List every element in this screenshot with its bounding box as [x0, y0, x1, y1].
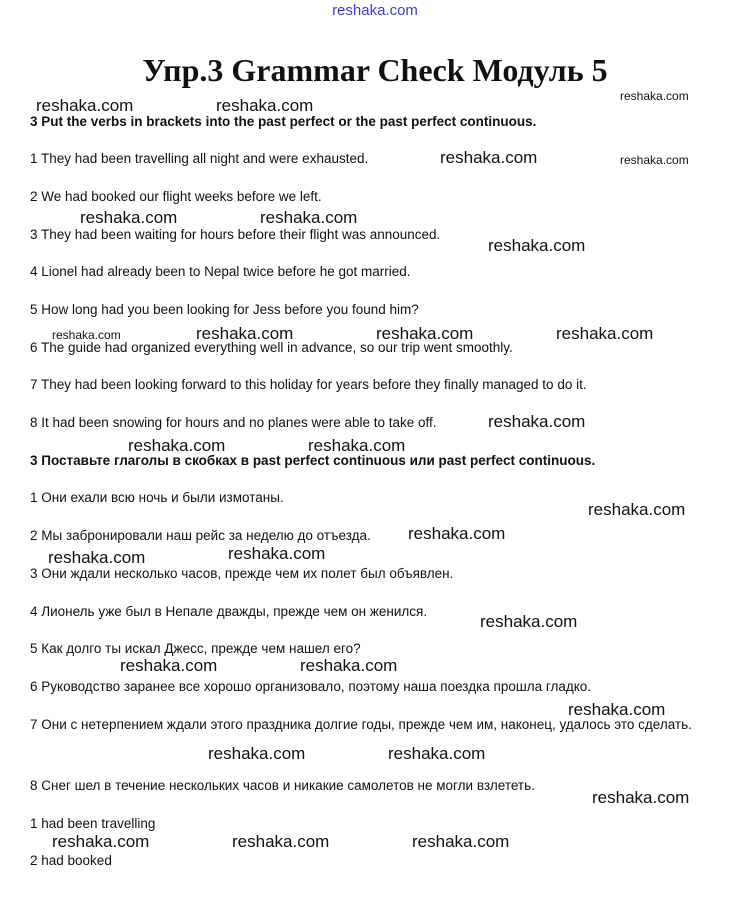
watermark: reshaka.com [376, 324, 474, 343]
page-title: Упр.3 Grammar Check Модуль 5 [142, 52, 608, 88]
watermark: reshaka.com [260, 208, 358, 227]
watermark: reshaka.com [556, 324, 654, 343]
watermark: reshaka.com [440, 148, 538, 167]
watermark: reshaka.com [216, 96, 314, 115]
watermark: reshaka.com [196, 324, 294, 343]
russian-item-8: 8 Снег шел в течение нескольких часов и никакие самолетов не могли взлететь. [30, 778, 535, 793]
watermark: reshaka.com [52, 328, 121, 342]
watermark: reshaka.com [36, 96, 134, 115]
answer-1: 1 had been travelling [30, 816, 156, 831]
watermark: reshaka.com [592, 788, 690, 807]
english-item-3: 3 They had been waiting for hours before their flight was announced. [30, 227, 441, 242]
watermark: reshaka.com [300, 656, 398, 675]
watermark: reshaka.com [128, 436, 226, 455]
watermark: reshaka.com [388, 744, 486, 763]
watermark: reshaka.com [620, 153, 689, 167]
russian-item-4: 4 Лионель уже был в Непале дважды, прежде чем он женился. [30, 604, 428, 619]
english-item-8: 8 It had been snowing for hours and no planes were able to take off. [30, 415, 437, 430]
site-link[interactable]: reshaka.com [332, 2, 418, 19]
watermark: reshaka.com [232, 832, 330, 851]
russian-item-2: 2 Мы забронировали наш рейс за неделю до отъезда. [30, 528, 371, 543]
watermark: reshaka.com [488, 412, 586, 431]
watermark: reshaka.com [52, 832, 150, 851]
watermark: reshaka.com [488, 236, 586, 255]
english-item-7: 7 They had been looking forward to this holiday for years before they finally managed to do it. [30, 377, 587, 392]
russian-item-5: 5 Как долго ты искал Джесс, прежде чем нашел его? [30, 641, 361, 656]
russian-item-7: 7 Они с нетерпением ждали этого праздника долгие годы, прежде чем им, наконец, удалось это сделать. [30, 717, 692, 732]
watermark: reshaka.com [228, 544, 326, 563]
english-item-2: 2 We had booked our flight weeks before we left. [30, 189, 322, 204]
english-item-4: 4 Lionel had already been to Nepal twice before he got married. [30, 264, 411, 279]
watermark: reshaka.com [412, 832, 510, 851]
watermark: reshaka.com [48, 548, 146, 567]
watermark: reshaka.com [308, 436, 406, 455]
answer-2: 2 had booked [30, 853, 112, 868]
watermark: reshaka.com [588, 500, 686, 519]
russian-item-1: 1 Они ехали всю ночь и были измотаны. [30, 490, 284, 505]
watermark: reshaka.com [80, 208, 178, 227]
watermark: reshaka.com [408, 524, 506, 543]
watermark: reshaka.com [208, 744, 306, 763]
watermark: reshaka.com [568, 700, 666, 719]
russian-item-3: 3 Они ждали несколько часов, прежде чем их полет был объявлен. [30, 566, 454, 581]
english-item-6: 6 The guide had organized everything well in advance, so our trip went smoothly. [30, 340, 513, 355]
english-instruction: 3 Put the verbs in brackets into the past perfect or the past perfect continuous. [30, 114, 537, 129]
russian-item-6: 6 Руководство заранее все хорошо организовало, поэтому наша поездка прошла гладко. [30, 679, 592, 694]
english-item-1: 1 They had been travelling all night and were exhausted. [30, 151, 369, 166]
watermark: reshaka.com [480, 612, 578, 631]
russian-instruction: 3 Поставьте глаголы в скобках в past perfect continuous или past perfect continuous. [30, 453, 596, 468]
watermark: reshaka.com [620, 89, 689, 103]
watermark: reshaka.com [120, 656, 218, 675]
english-item-5: 5 How long had you been looking for Jess before you found him? [30, 302, 419, 317]
